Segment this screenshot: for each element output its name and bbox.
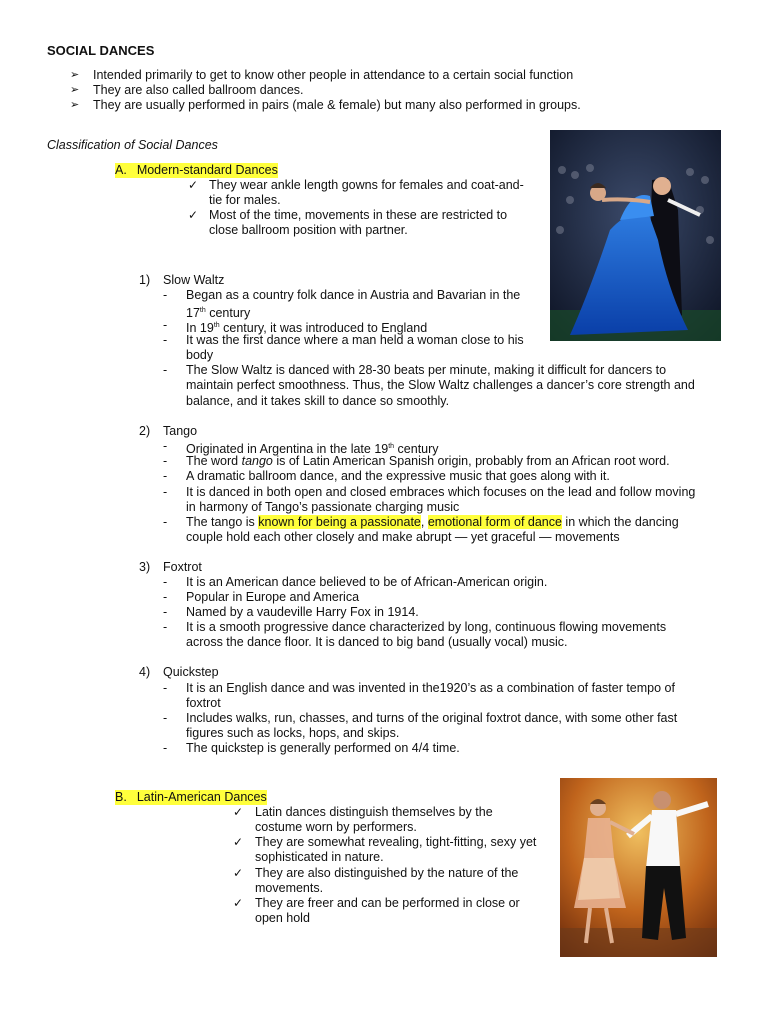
section-b-letter: B. (115, 790, 127, 804)
dance-item-line: foxtrot (186, 696, 221, 710)
dance-item-line: Began as a country folk dance in Austria and Bavarian in the (186, 288, 521, 302)
section-b-heading (115, 790, 267, 805)
dance-item-line: It is a smooth progressive dance characterized by long, continuous flowing movements (186, 620, 667, 634)
modern-standard-dancers-image (550, 130, 721, 341)
dance-item-line: balance, and it takes skill to dance so smoothly. (186, 394, 450, 408)
dance-item-line: in harmony of Tango’s passionate charging music (186, 500, 460, 514)
section-b-check-line: They are freer and can be performed in close or (255, 896, 520, 910)
dance-item-line: figures such as locks, hops, and skips. (186, 726, 400, 740)
arrow-bullet-icon: ➢ (70, 69, 80, 81)
dance-number: 1) (139, 273, 151, 287)
dash-bullet: - (163, 318, 168, 332)
dash-bullet: - (163, 515, 168, 529)
dance-name: Foxtrot (163, 560, 202, 574)
dash-bullet: - (163, 363, 168, 377)
dance-item-line: body (186, 348, 214, 362)
dance-item-line: 17th century (186, 306, 251, 321)
dance-item-line: A dramatic ballroom dance, and the expressive music that goes along with it. (186, 469, 610, 483)
section-a-check-line: They wear ankle length gowns for females and coat-and- (209, 178, 524, 192)
section-a-check-line: Most of the time, movements in these are restricted to (209, 208, 508, 222)
section-b-check-line: They are also distinguished by the nature of the (255, 866, 519, 880)
dance-item-line: In 19th century, it was introduced to England (186, 321, 428, 336)
section-b-check-line: Latin dances distinguish themselves by the (255, 805, 493, 819)
section-b-check-line: sophisticated in nature. (255, 850, 384, 864)
dance-item-line: It was the first dance where a man held a woman close to his (186, 333, 524, 347)
dash-bullet: - (163, 681, 168, 695)
dance-name: Slow Waltz (163, 273, 225, 287)
section-b-check-line: open hold (255, 911, 310, 925)
arrow-bullet-icon: ➢ (70, 99, 80, 111)
dance-item-line: The word tango is of Latin American Spanish origin, probably from an African root word. (186, 454, 670, 468)
checkmark-icon: ✓ (233, 835, 244, 849)
dance-item-line: Originated in Argentina in the late 19th century (186, 442, 439, 457)
intro-bullet: Intended primarily to get to know other people in attendance to a certain social function (93, 68, 574, 82)
dash-bullet: - (163, 575, 168, 589)
section-a-heading (115, 163, 278, 178)
dance-number: 2) (139, 424, 151, 438)
dash-bullet: - (163, 711, 168, 725)
dash-bullet: - (163, 333, 168, 347)
dash-bullet: - (163, 469, 168, 483)
dash-bullet: - (163, 741, 168, 755)
dash-bullet: - (163, 485, 168, 499)
dance-item-line: across the dance floor. It is danced to big band (usually vocal) music. (186, 635, 568, 649)
dash-bullet: - (163, 288, 168, 302)
dance-number: 3) (139, 560, 151, 574)
dance-item-line: It is an English dance and was invented in the1920’s as a combination of faster tempo of (186, 681, 675, 695)
dance-item-line: Named by a vaudeville Harry Fox in 1914. (186, 605, 419, 619)
dance-item-line: The Slow Waltz is danced with 28-30 beats per minute, making it difficult for dancers to (186, 363, 667, 377)
dance-item-line: couple hold each other closely and make abrupt — yet graceful — movements (186, 530, 620, 544)
classification-heading: Classification of Social Dances (47, 138, 218, 152)
dash-bullet: - (163, 620, 168, 634)
latin-dancers-image (560, 778, 717, 957)
dance-name: Tango (163, 424, 198, 438)
arrow-bullet-icon: ➢ (70, 84, 80, 96)
dash-bullet: - (163, 454, 168, 468)
dash-bullet: - (163, 439, 168, 453)
checkmark-icon: ✓ (233, 896, 244, 910)
intro-bullet: They are also called ballroom dances. (93, 83, 304, 97)
checkmark-icon: ✓ (233, 866, 244, 880)
dance-number: 4) (139, 665, 151, 679)
dance-item-line: The tango is known for being a passionate, emotional form of dance in which the dancing (186, 515, 679, 529)
checkmark-icon: ✓ (188, 208, 199, 222)
dance-item-line: maintain perfect smoothness. Thus, the Slow Waltz challenges a dancer’s core strength and (186, 378, 695, 392)
section-b-check-line: movements. (255, 881, 324, 895)
checkmark-icon: ✓ (233, 805, 244, 819)
checkmark-icon: ✓ (188, 178, 199, 192)
section-a-check-line: tie for males. (209, 193, 281, 207)
section-a-check-line: close ballroom position with partner. (209, 223, 408, 237)
dance-name: Quickstep (163, 665, 219, 679)
dance-item-line: It is an American dance believed to be of African-American origin. (186, 575, 548, 589)
section-a-letter: A. (115, 163, 127, 177)
dance-item-line: Includes walks, run, chasses, and turns of the original foxtrot dance, with some other fast (186, 711, 678, 725)
dance-item-line: Popular in Europe and America (186, 590, 360, 604)
page-title: SOCIAL DANCES (47, 43, 155, 58)
section-b-check-line: costume worn by performers. (255, 820, 417, 834)
dance-item-line: The quickstep is generally performed on 4/4 time. (186, 741, 460, 755)
dash-bullet: - (163, 590, 168, 604)
dance-item-line: It is danced in both open and closed embraces which focuses on the lead and follow moving (186, 485, 696, 499)
section-a-title: Modern-standard Dances (136, 163, 278, 177)
section-b-title: Latin-American Dances (136, 790, 267, 804)
intro-bullet: They are usually performed in pairs (male & female) but many also performed in groups. (93, 98, 581, 112)
dash-bullet: - (163, 605, 168, 619)
section-b-check-line: They are somewhat revealing, tight-fitting, sexy yet (255, 835, 537, 849)
